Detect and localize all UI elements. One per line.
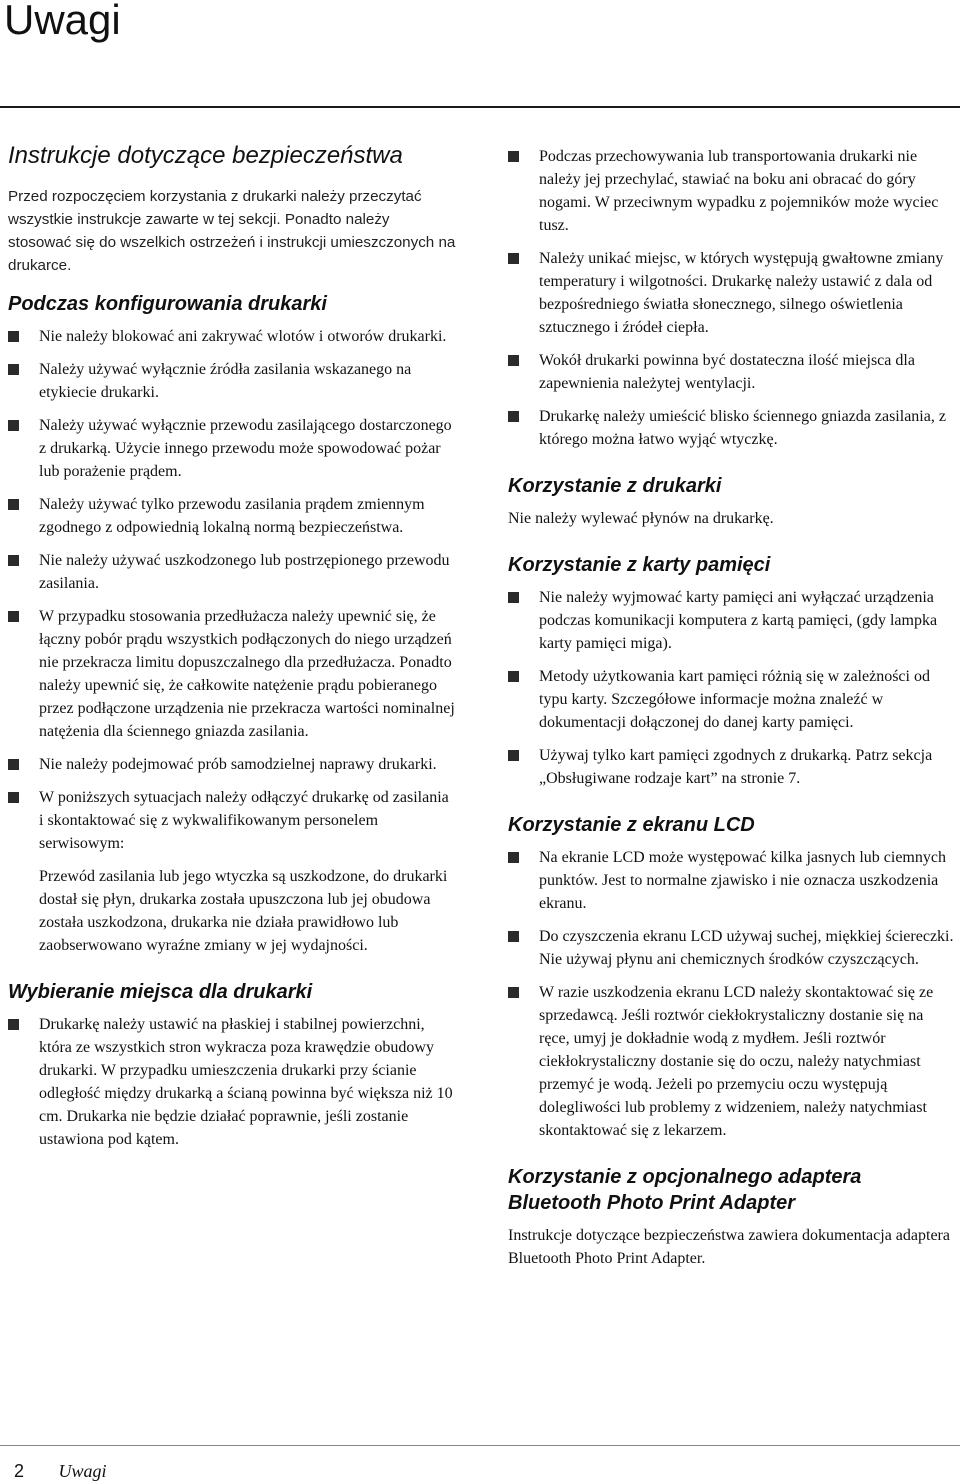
list-item-text: Należy używać wyłącznie źródła zasilania wskazanego na etykiecie drukarki. (39, 361, 412, 401)
use-heading: Korzystanie z drukarki (508, 475, 722, 497)
page-number: 2 (14, 1461, 25, 1481)
footer-divider (0, 1445, 960, 1446)
page-title: Uwagi (4, 0, 121, 43)
square-bullet-icon (508, 592, 519, 603)
list-item (8, 605, 456, 743)
list-item-text: Drukarkę należy umieścić blisko ściennego gniazda zasilania, z którego można łatwo wyjąć wtyczkę. (539, 408, 946, 448)
list-item (508, 247, 954, 339)
card-heading: Korzystanie z karty pamięci (508, 554, 771, 576)
safety-intro: Przed rozpoczęciem korzystania z drukarki należy przeczytać wszystkie instrukcje zawarte w tej sekcji. Ponadto należy stosować się do wszelkich ostrzeżeń i instrukcji umieszczonych na drukarce. (8, 188, 456, 274)
list-item (508, 349, 954, 395)
list-item-text: Wokół drukarki powinna być dostateczna ilość miejsca dla zapewnienia należytej wentylacji. (539, 352, 915, 392)
list-item-text: W razie uszkodzenia ekranu LCD należy skontaktować się ze sprzedawcą. Jeśli roztwór ciekłokrystaliczny dostanie się na ręce, umyj je dokładnie wodą z mydłem. Jeśli roztwór ciekłokrystaliczny dostanie się do oczu, należy natychmiast przemyć je wodą. Jeżeli po przemyciu oczu występują dolegliwości lub problemy z widzeniem, należy natychmiast skontaktować się z lekarzem. (539, 984, 934, 1139)
list-item-text: Na ekranie LCD może występować kilka jasnych lub ciemnych punktów. Jest to normalne zjawisko i nie oznacza uszkodzenia ekranu. (539, 849, 946, 912)
list-item (8, 493, 456, 539)
list-item (508, 925, 954, 971)
setup-heading: Podczas konfigurowania drukarki (8, 293, 327, 315)
list-item-text: Podczas przechowywania lub transportowania drukarki nie należy jej przechylać, stawiać na boku ani obracać do góry nogami. W przeciwnym wypadku z pojemników może wyciec tusz. (539, 148, 939, 234)
safety-heading: Instrukcje dotyczące bezpieczeństwa (8, 142, 403, 169)
square-bullet-icon (8, 611, 19, 622)
list-item-text: Nie należy używać uszkodzonego lub postrzępionego przewodu zasilania. (39, 552, 450, 592)
list-item (508, 744, 954, 790)
list-item-text: Należy unikać miejsc, w których występują gwałtowne zmiany temperatury i wilgotności. Drukarkę należy ustawić z dala od bezpośredniego światła słonecznego, silnego oświetlenia sztucznego i źródeł ciepła. (539, 250, 944, 336)
list-item (8, 1013, 456, 1151)
square-bullet-icon (508, 852, 519, 863)
list-item-text: Należy używać tylko przewodu zasilania prądem zmiennym zgodnego z odpowiednią lokalną normą bezpieczeństwa. (39, 496, 425, 536)
list-item (8, 414, 456, 483)
list-item (508, 405, 954, 451)
bluetooth-heading: Korzystanie z opcjonalnego adaptera Bluetooth Photo Print Adapter (508, 1166, 862, 1214)
right-column (508, 145, 954, 1278)
list-item (508, 586, 954, 655)
square-bullet-icon (8, 420, 19, 431)
list-item-text: Nie należy podejmować prób samodzielnej naprawy drukarki. (39, 756, 437, 773)
square-bullet-icon (508, 411, 519, 422)
footer-label: Uwagi (58, 1461, 107, 1481)
lcd-list (508, 846, 954, 1142)
square-bullet-icon (8, 331, 19, 342)
square-bullet-icon (508, 931, 519, 942)
bluetooth-paragraph: Instrukcje dotyczące bezpieczeństwa zawiera dokumentacja adaptera Bluetooth Photo Print Adapter. (508, 1227, 950, 1267)
list-item (508, 846, 954, 915)
list-item (8, 358, 456, 404)
location-list-continued (508, 145, 954, 451)
square-bullet-icon (8, 555, 19, 566)
page-footer (14, 1459, 107, 1483)
square-bullet-icon (508, 253, 519, 264)
card-list (508, 586, 954, 790)
list-item (508, 981, 954, 1142)
list-item-text: Drukarkę należy ustawić na płaskiej i stabilnej powierzchni, która ze wszystkich stron wykracza poza krawędzie obudowy drukarki. W przypadku umieszczenia drukarki przy ścianie odległość między drukarką a ścianą powinna być większa niż 10 cm. Drukarka nie będzie działać poprawnie, jeśli zostanie ustawiona pod kątem. (39, 1016, 453, 1148)
list-item-text: Metody użytkowania kart pamięci różnią się w zależności od typu karty. Szczegółowe informacje można znaleźć w dokumentacji dołączonej do danej karty pamięci. (539, 668, 930, 731)
use-paragraph: Nie należy wylewać płynów na drukarkę. (508, 510, 774, 527)
list-item (8, 753, 456, 776)
square-bullet-icon (508, 671, 519, 682)
list-item (8, 549, 456, 595)
square-bullet-icon (508, 151, 519, 162)
list-item-text: Nie należy wyjmować karty pamięci ani wyłączać urządzenia podczas komunikacji komputera z kartą pamięci, (gdy lampka karty pamięci miga). (539, 589, 938, 652)
list-item-subparagraph: Przewód zasilania lub jego wtyczka są uszkodzone, do drukarki dostał się płyn, drukarka została upuszczona lub jej obudowa została uszkodzona, drukarka nie działa prawidłowo lub zaobserwowano wyraźne zmiany w jej wydajności. (39, 868, 448, 954)
list-item-text: W przypadku stosowania przedłużacza należy upewnić się, że łączny pobór prądu wszystkich podłączonych do niego urządzeń nie przekracza limitu dopuszczalnego dla przedłużacza. Ponadto należy upewnić się, że całkowite natężenie prądu pobieranego przez podłączone urządzenia nie przekracza wartości nominalnej natężenia dla ściennego gniazda zasilania. (39, 608, 455, 740)
square-bullet-icon (8, 759, 19, 770)
square-bullet-icon (8, 792, 19, 803)
title-divider (0, 106, 960, 108)
list-item (508, 665, 954, 734)
page-header (0, 0, 960, 44)
list-item-text: Używaj tylko kart pamięci zgodnych z drukarką. Patrz sekcja „Obsługiwane rodzaje kart” na stronie 7. (539, 747, 933, 787)
square-bullet-icon (8, 499, 19, 510)
setup-list (8, 325, 456, 957)
list-item-text: Do czyszczenia ekranu LCD używaj suchej, miękkiej ściereczki. Nie używaj płynu ani chemicznych środków czyszczących. (539, 928, 954, 968)
list-item-text: W poniższych sytuacjach należy odłączyć drukarkę od zasilania i skontaktować się z wykwalifikowanym personelem serwisowym: (39, 789, 449, 852)
square-bullet-icon (8, 1019, 19, 1030)
square-bullet-icon (508, 355, 519, 366)
list-item (8, 325, 456, 348)
square-bullet-icon (508, 750, 519, 761)
location-list (8, 1013, 456, 1151)
left-column (8, 140, 456, 1161)
list-item (8, 786, 456, 957)
list-item (508, 145, 954, 237)
location-heading: Wybieranie miejsca dla drukarki (8, 981, 313, 1003)
lcd-heading: Korzystanie z ekranu LCD (508, 814, 755, 836)
list-item-text: Nie należy blokować ani zakrywać wlotów i otworów drukarki. (39, 328, 447, 345)
list-item-text: Należy używać wyłącznie przewodu zasilającego dostarczonego z drukarką. Użycie innego przewodu może spowodować pożar lub porażenie prądem. (39, 417, 452, 480)
square-bullet-icon (8, 364, 19, 375)
square-bullet-icon (508, 987, 519, 998)
